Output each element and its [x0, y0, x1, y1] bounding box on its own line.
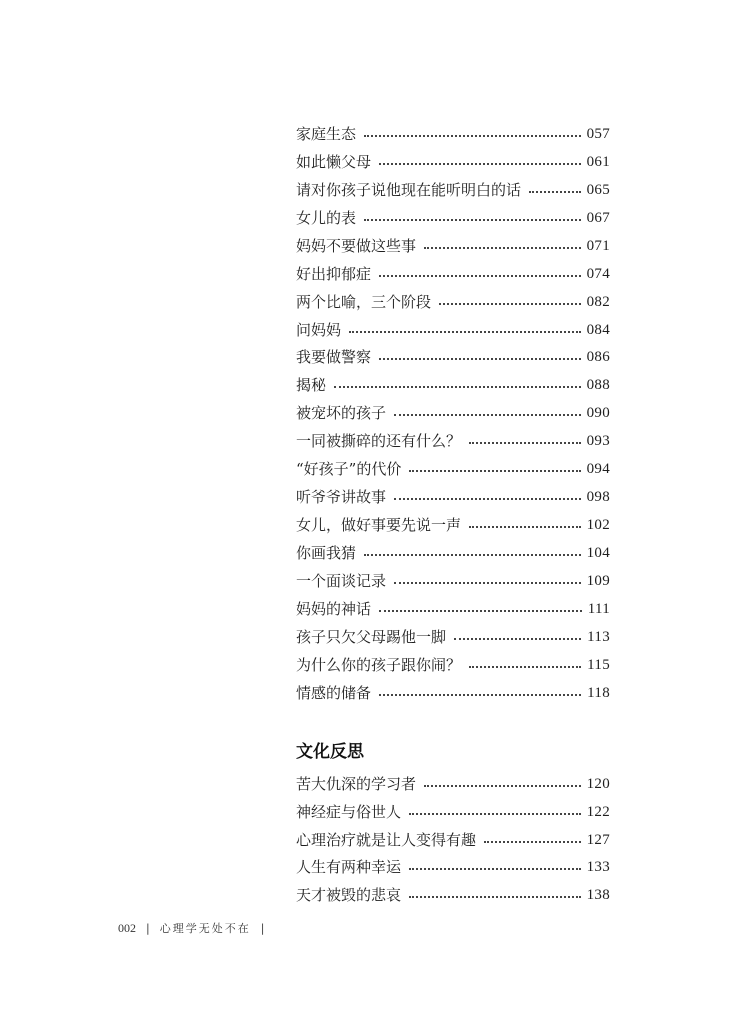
toc-section-2 [296, 770, 610, 910]
toc-section-1 [296, 120, 610, 707]
dot-leader [364, 219, 581, 221]
toc-entry-page: 088 [586, 377, 610, 394]
dot-leader [409, 868, 581, 870]
dot-leader [409, 896, 581, 898]
toc-entry[interactable] [296, 371, 610, 399]
toc-entry-page: 138 [586, 887, 610, 904]
dot-leader [409, 813, 581, 815]
toc-entry-title: 天才被毁的悲哀 [296, 886, 402, 905]
dot-leader [379, 163, 581, 165]
toc-entry-page: 065 [586, 181, 610, 198]
toc-entry[interactable] [296, 854, 610, 882]
toc-entry-page: 086 [586, 349, 610, 366]
toc-entry-title: 女儿的表 [296, 208, 357, 227]
toc-entry[interactable] [296, 204, 610, 232]
toc-entry-page: 109 [586, 572, 610, 589]
toc-entry[interactable] [296, 455, 610, 483]
toc-entry[interactable] [296, 881, 610, 909]
toc-entry-page: 118 [587, 684, 610, 701]
toc-entry-page: 094 [586, 461, 610, 478]
toc-entry[interactable] [296, 679, 610, 707]
dot-leader [379, 275, 581, 277]
toc-entry-page: 057 [586, 125, 610, 142]
dot-leader [379, 694, 581, 696]
dot-leader [364, 135, 581, 137]
dot-leader [424, 247, 581, 249]
toc-entry-page: 102 [586, 517, 610, 534]
page-number: 002 [118, 920, 136, 935]
toc-entry[interactable] [296, 120, 610, 148]
dot-leader [529, 191, 581, 193]
toc-entry[interactable] [296, 176, 610, 204]
toc-entry[interactable] [296, 623, 610, 651]
toc-entry-page: 074 [586, 265, 610, 282]
running-book-title: 心理学无处不在 [159, 922, 251, 935]
toc-entry-page: 113 [587, 628, 610, 645]
section-heading: 文化反思 [296, 741, 364, 762]
toc-entry[interactable] [296, 595, 610, 623]
page-footer [118, 920, 264, 936]
toc-entry[interactable] [296, 427, 610, 455]
dot-leader [364, 554, 581, 556]
toc-entry-page: 071 [586, 237, 610, 254]
toc-entry-page: 090 [586, 405, 610, 422]
toc-entry-page: 093 [586, 433, 610, 450]
footer-separator-right: | [260, 921, 265, 935]
toc-entry-title: 孩子只欠父母踢他一脚 [296, 627, 447, 646]
toc-entry-title: 情感的储备 [296, 683, 372, 702]
toc-entry-page: 115 [587, 656, 610, 673]
toc-entry-page: 098 [586, 489, 610, 506]
footer-separator-left: | [146, 921, 150, 935]
dot-leader [394, 582, 581, 584]
toc-entry-title: 请对你孩子说他现在能听明白的话 [296, 180, 522, 199]
toc-entry[interactable] [296, 260, 610, 288]
dot-leader [424, 785, 581, 787]
toc-entry-title: 妈妈的神话 [296, 599, 372, 618]
dot-leader [484, 841, 581, 843]
toc-entry-title: 被宠坏的孩子 [296, 404, 387, 423]
toc-entry[interactable] [296, 344, 610, 372]
table-of-contents [296, 120, 610, 909]
dot-leader [334, 386, 581, 388]
dot-leader [469, 442, 581, 444]
toc-entry-title: 苦大仇深的学习者 [296, 774, 417, 793]
toc-entry-title: 你画我猜 [296, 544, 357, 563]
dot-leader [469, 526, 581, 528]
dot-leader [379, 358, 581, 360]
toc-entry-title: 我要做警察 [296, 348, 372, 367]
toc-entry[interactable] [296, 511, 610, 539]
dot-leader [379, 610, 582, 612]
toc-entry[interactable] [296, 399, 610, 427]
toc-entry-title: 神经症与俗世人 [296, 802, 402, 821]
dot-leader [439, 303, 581, 305]
toc-entry[interactable] [296, 770, 610, 798]
toc-entry-page: 122 [586, 803, 610, 820]
toc-entry-title: 人生有两种幸运 [296, 858, 402, 877]
toc-entry-title: 家庭生态 [296, 124, 357, 143]
toc-entry-title: 一同被撕碎的还有什么？ [296, 432, 462, 451]
toc-entry-title: 妈妈不要做这些事 [296, 236, 417, 255]
toc-entry[interactable] [296, 148, 610, 176]
toc-entry-title: 为什么你的孩子跟你闹？ [296, 655, 462, 674]
toc-entry-page: 133 [586, 859, 610, 876]
toc-entry-page: 061 [586, 153, 610, 170]
dot-leader [469, 666, 581, 668]
toc-entry-page: 067 [586, 209, 610, 226]
toc-entry[interactable] [296, 288, 610, 316]
toc-entry-title: 如此懒父母 [296, 152, 372, 171]
toc-entry-title: 好出抑郁症 [296, 264, 372, 283]
toc-entry-title: 揭秘 [296, 376, 327, 395]
toc-entry[interactable] [296, 232, 610, 260]
toc-entry-page: 104 [586, 545, 610, 562]
toc-entry-title: 两个比喻，三个阶段 [296, 292, 432, 311]
toc-entry-page: 084 [586, 321, 610, 338]
toc-entry-title: 女儿，做好事要先说一声 [296, 516, 462, 535]
dot-leader [394, 414, 581, 416]
toc-entry-title: 心理治疗就是让人变得有趣 [296, 830, 477, 849]
toc-entry[interactable] [296, 567, 610, 595]
toc-entry-page: 120 [586, 775, 610, 792]
dot-leader [349, 331, 581, 333]
toc-entry-title: 一个面谈记录 [296, 571, 387, 590]
toc-entry[interactable] [296, 651, 610, 679]
toc-entry-title: “好孩子”的代价 [296, 460, 402, 479]
toc-entry-title: 听爷爷讲故事 [296, 488, 387, 507]
toc-entry[interactable] [296, 483, 610, 511]
toc-entry-page: 111 [587, 600, 610, 617]
toc-entry-page: 127 [586, 831, 610, 848]
dot-leader [409, 470, 580, 472]
dot-leader [394, 498, 581, 500]
toc-entry[interactable] [296, 539, 610, 567]
toc-entry-page: 082 [586, 293, 610, 310]
toc-entry[interactable] [296, 798, 610, 826]
toc-entry[interactable] [296, 826, 610, 854]
toc-entry-title: 问妈妈 [296, 320, 342, 339]
dot-leader [454, 638, 581, 640]
toc-entry[interactable] [296, 316, 610, 344]
